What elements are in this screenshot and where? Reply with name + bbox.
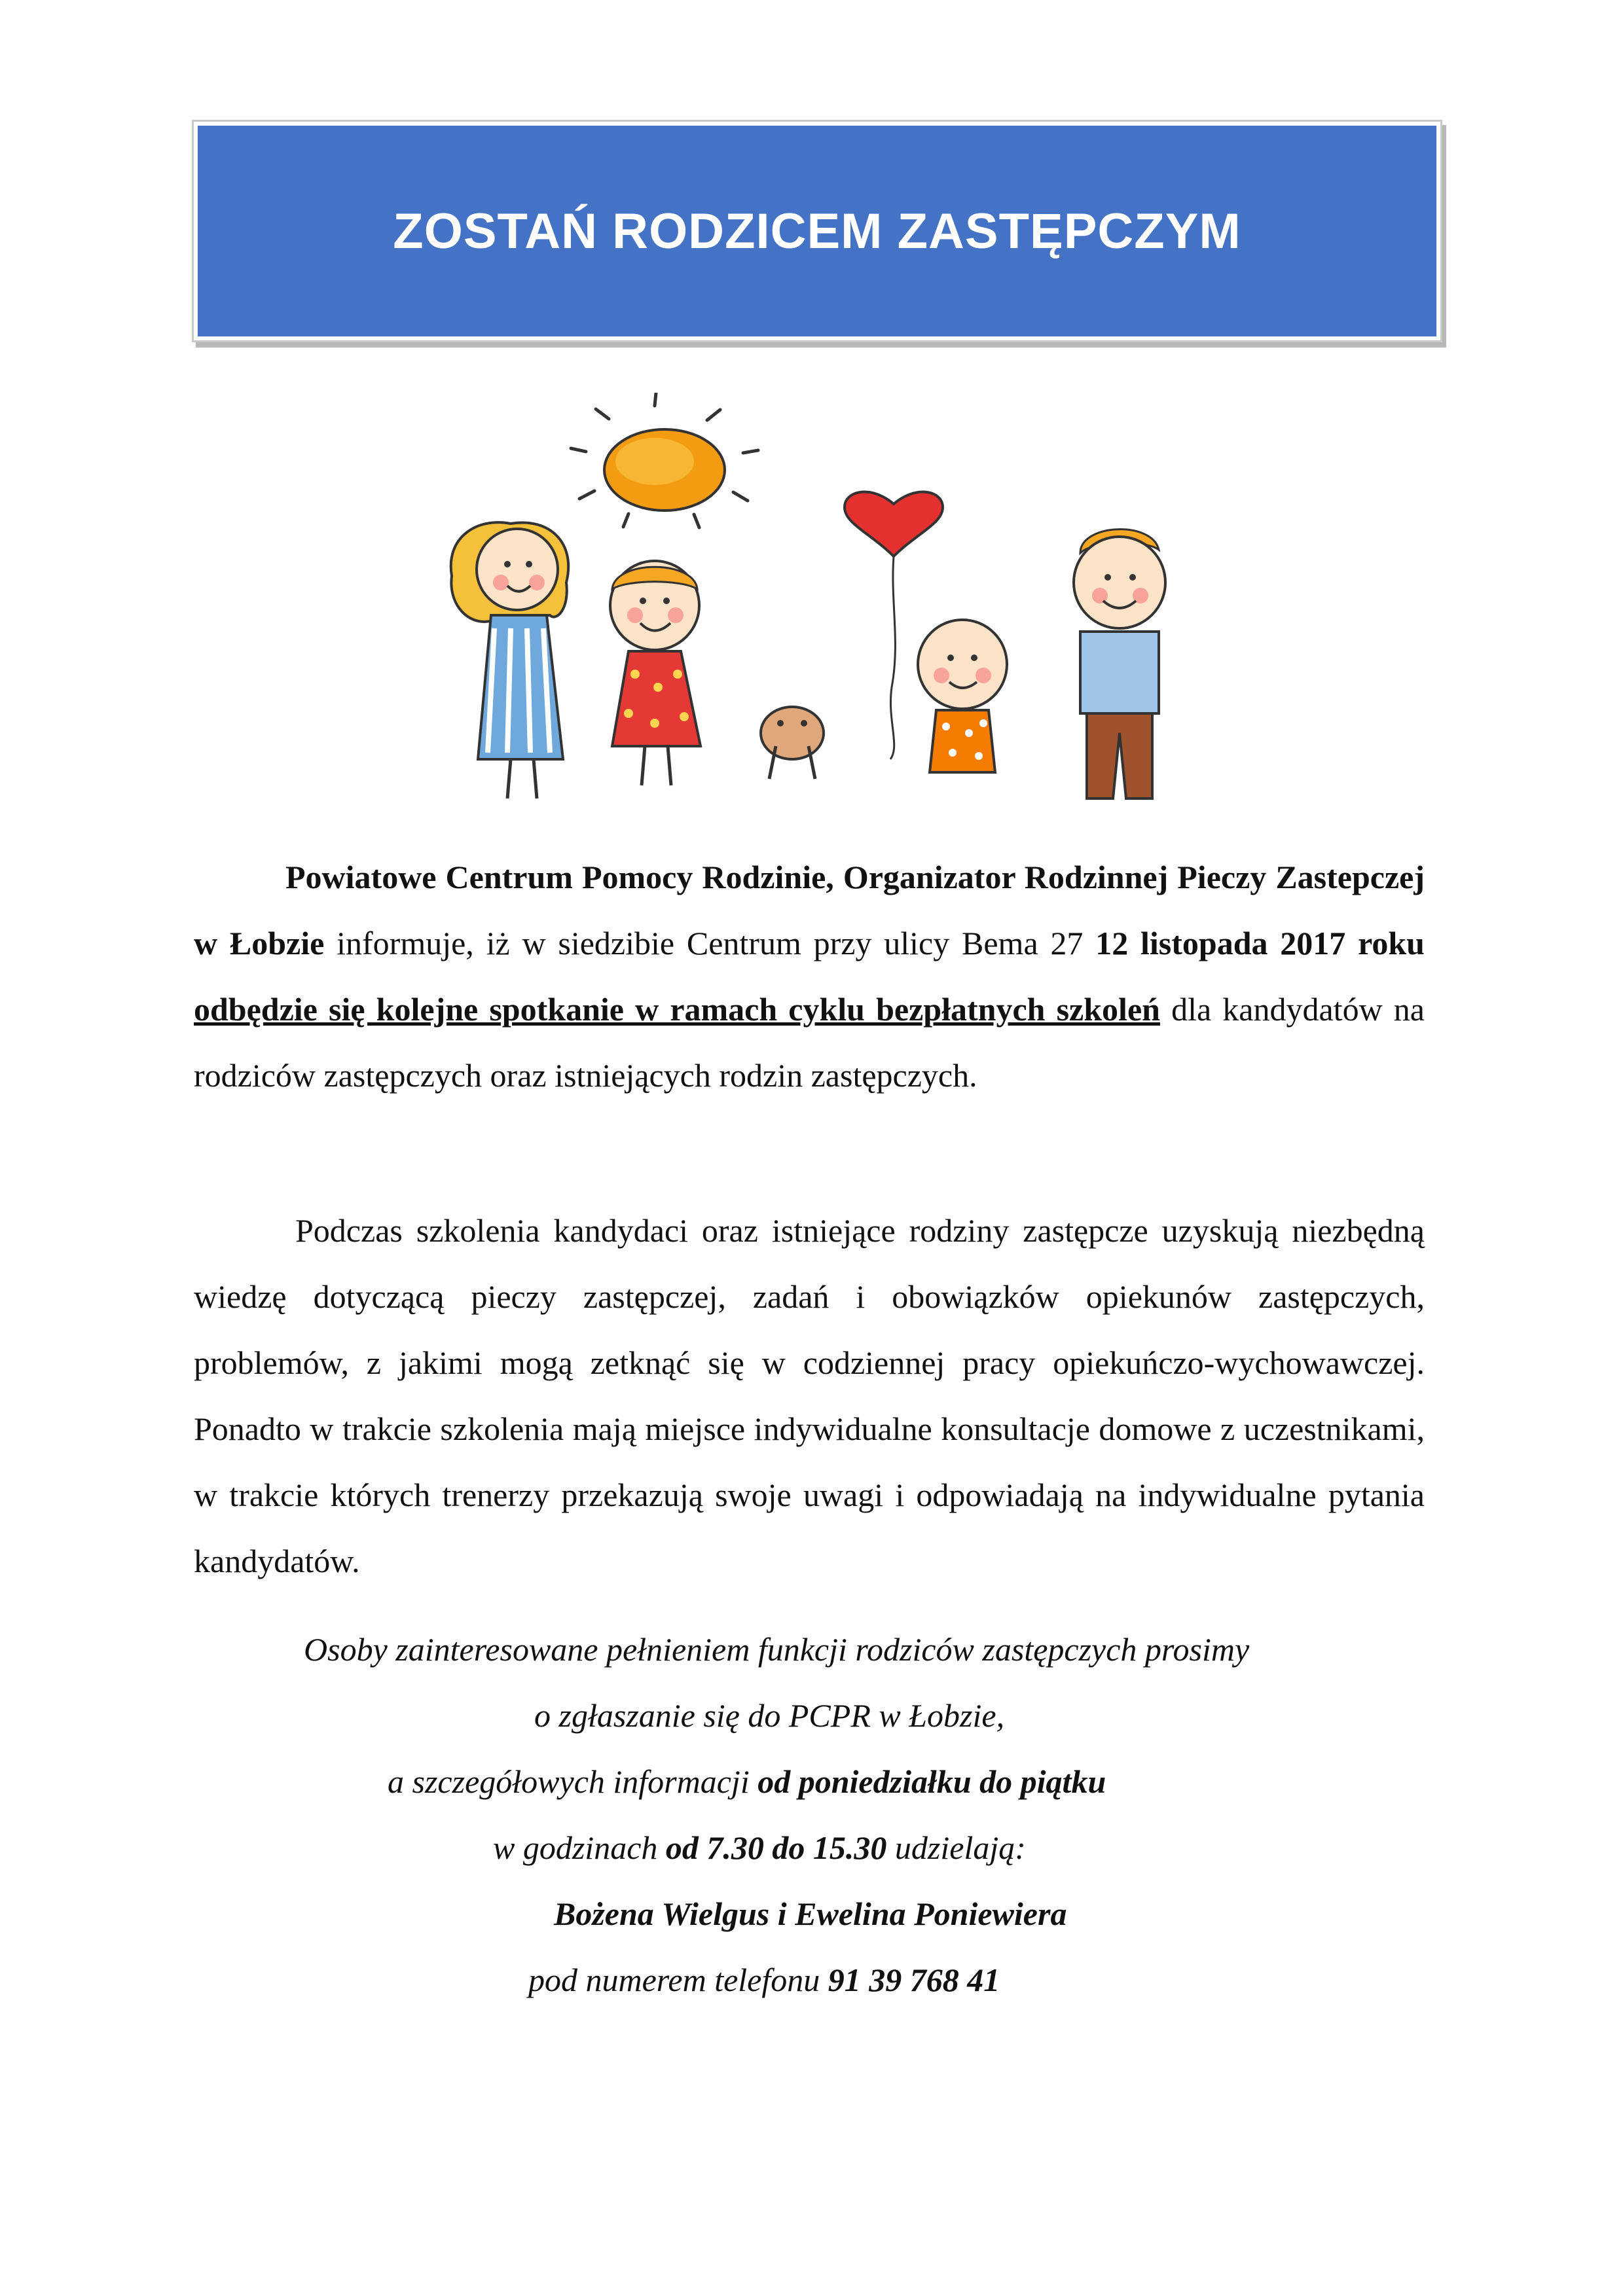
baby-figure: [918, 620, 1007, 772]
phone-number: 91 39 768 41: [828, 1962, 1000, 1998]
phone-lead: pod numerem telefonu: [528, 1962, 828, 1998]
contact-line-2: o zgłaszanie się do PCPR w Łobzie,: [534, 1697, 1005, 1734]
audience-text: dla kandydatów na rodziców zastępczych oraz istniejących rodzin zastępczych.: [194, 991, 1425, 1094]
hours-tail: udzielają:: [886, 1829, 1026, 1866]
announcement-text: informuje, iż w siedzibie Centrum przy ulicy Bema 27: [324, 925, 1096, 961]
contact-line-5: [194, 1881, 1425, 1947]
mother-figure: [451, 522, 568, 798]
dog-figure: [761, 707, 824, 779]
info-lead: a szczegółowych informacji: [388, 1763, 758, 1800]
contact-line-3: [194, 1749, 1425, 1815]
paragraph-training: [194, 1198, 1425, 1594]
contact-line-6: [194, 1947, 1425, 2013]
father-figure: [1074, 529, 1165, 798]
weekday-range: od poniedziałku do piątku: [757, 1763, 1106, 1800]
contact-info: [194, 1617, 1425, 2013]
paragraph-announcement: [194, 844, 1425, 1109]
organizer-name: Powiatowe Centrum Pomocy Rodzinie, Organizator Rodzinnej Pieczy Zastepczej w Łobzie: [194, 859, 1425, 961]
hours-lead: w godzinach: [493, 1829, 666, 1866]
sun-icon: [571, 393, 758, 528]
hours-range: od 7.30 do 15.30: [665, 1829, 887, 1866]
heart-balloon-icon: [845, 492, 943, 759]
contact-line-1: Osoby zainteresowane pełnieniem funkcji rodziców zastępczych prosimy: [304, 1631, 1250, 1668]
girl-figure: [610, 561, 701, 785]
title-banner: [194, 122, 1440, 340]
training-text: Podczas szkolenia kandydaci oraz istniejące rodziny zastępcze uzyskują niezbędną wiedzę dotyczącą pieczy zastępczej, zadań i obowiązków opiekunów zastępczych, problemów, z jakimi mogą zetknąć się w codziennej pracy opiekuńczo-wychowawczej. Ponadto w trakcie szkolenia mają miejsce indywidualne konsultacje domowe z uczestnikami, w trakcie których trenerzy przekazują swoje uwagi i odpowiadają na indywidualne pytania kandydatów.: [194, 1212, 1425, 1579]
contact-persons: Bożena Wielgus i Ewelina Poniewiera: [554, 1895, 1067, 1932]
meeting-description: odbędzie się kolejne spotkanie w ramach cyklu bezpłatnych szkoleń: [194, 991, 1160, 1028]
contact-line-4: [194, 1815, 1425, 1881]
page-title: ZOSTAŃ RODZICEM ZASTĘPCZYM: [393, 203, 1241, 259]
meeting-date: 12 listopada 2017 roku: [1095, 925, 1425, 961]
family-illustration: [419, 393, 1231, 838]
